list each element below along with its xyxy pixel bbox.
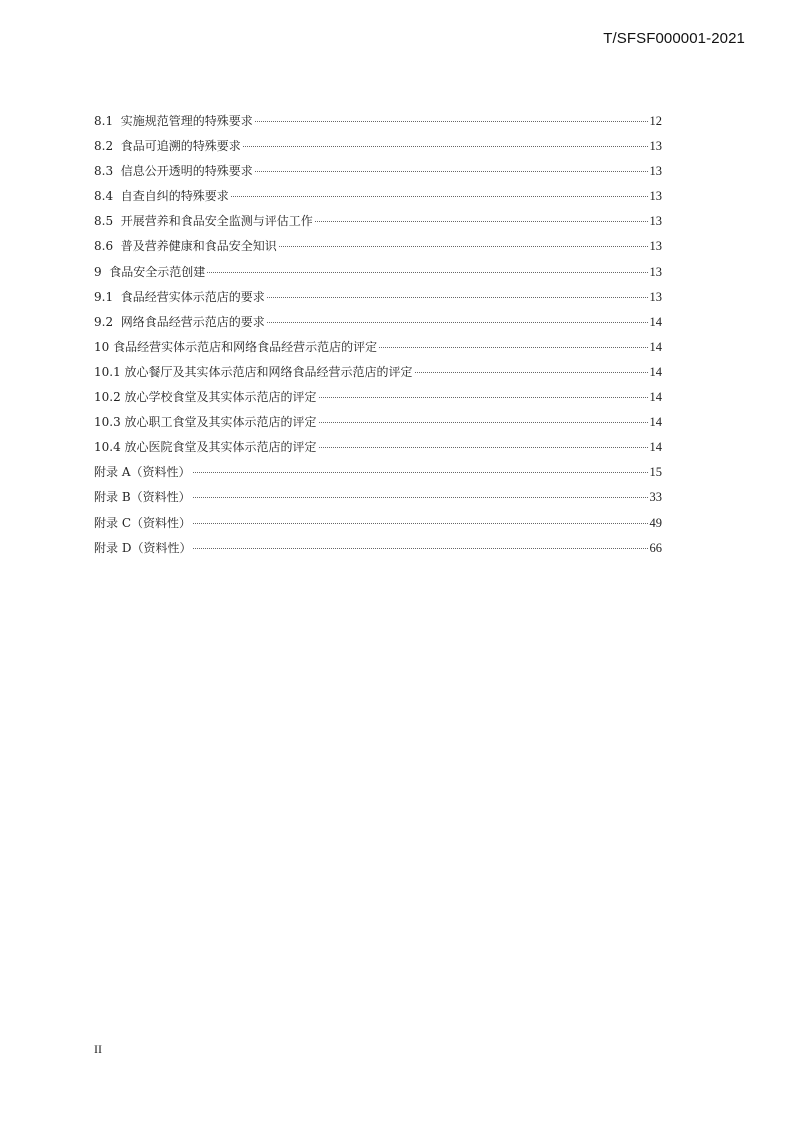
- toc-entry-title: B（资料性）: [121, 490, 191, 505]
- toc-entry[interactable]: [94, 438, 662, 463]
- toc-dot-leader: [267, 322, 648, 323]
- toc-entry[interactable]: [94, 187, 662, 212]
- toc-entry-title: 食品经营实体示范店和网络食品经营示范店的评定: [113, 339, 378, 354]
- toc-dot-leader: [255, 121, 648, 122]
- toc-entry-number: 10.3: [94, 415, 125, 430]
- toc-entry[interactable]: [94, 363, 662, 388]
- toc-entry-page: 13: [649, 264, 662, 279]
- toc-entry-title: 放心职工食堂及其实体示范店的评定: [124, 415, 317, 430]
- toc-entry-number: 10.1: [94, 364, 125, 379]
- toc-dot-leader: [379, 347, 647, 348]
- toc-entry-title: 放心学校食堂及其实体示范店的评定: [124, 390, 317, 405]
- toc-entry-page: 15: [649, 465, 662, 480]
- toc-dot-leader: [319, 397, 648, 398]
- toc-entry-title: 食品可追溯的特殊要求: [120, 139, 241, 154]
- toc-entry[interactable]: [94, 137, 662, 162]
- toc-entry-page: 14: [649, 364, 662, 379]
- toc-entry[interactable]: [94, 388, 662, 413]
- toc-entry-number: 8.6: [94, 239, 121, 254]
- toc-entry-title: D（资料性）: [121, 540, 192, 555]
- toc-entry-number: 8.4: [94, 189, 121, 204]
- toc-entry-page: 14: [649, 440, 662, 455]
- toc-entry-page: 14: [649, 415, 662, 430]
- toc-entry[interactable]: [94, 413, 662, 438]
- toc-entry-title: 普及营养健康和食品安全知识: [120, 239, 277, 254]
- toc-entry[interactable]: [94, 162, 662, 187]
- toc-entry[interactable]: [94, 463, 662, 488]
- toc-dot-leader: [193, 472, 648, 473]
- toc-entry[interactable]: [94, 313, 662, 338]
- toc-entry-title: 放心医院食堂及其实体示范店的评定: [124, 440, 317, 455]
- toc-entry-number: 附录: [94, 465, 122, 480]
- toc-dot-leader: [193, 497, 648, 498]
- toc-entry[interactable]: [94, 514, 662, 539]
- toc-entry-title: A（资料性）: [121, 465, 191, 480]
- toc-entry-number: 8.1: [94, 114, 121, 128]
- toc-entry[interactable]: [94, 488, 662, 513]
- toc-entry-page: 13: [649, 189, 662, 204]
- toc-entry-number: 8.2: [94, 139, 121, 154]
- document-code: T/SFSF000001-2021: [603, 30, 745, 47]
- toc-entry-page: 33: [649, 490, 662, 505]
- toc-dot-leader: [415, 372, 648, 373]
- toc-entry[interactable]: [94, 112, 662, 137]
- toc-entry[interactable]: [94, 288, 662, 313]
- toc-entry-page: 14: [649, 339, 662, 354]
- toc-entry-number: 10: [94, 339, 114, 354]
- toc-entry-page: 14: [649, 390, 662, 405]
- toc-entry[interactable]: [94, 237, 662, 262]
- toc-entry-number: 附录: [94, 540, 122, 555]
- toc-entry-title: 实施规范管理的特殊要求: [120, 114, 253, 128]
- toc-entry-number: 10.4: [94, 440, 125, 455]
- toc-entry-page: 13: [649, 239, 662, 254]
- toc-entry-number: 附录: [94, 515, 122, 530]
- toc-entry-number: 9: [94, 264, 110, 279]
- toc-entry-page: 66: [649, 540, 662, 555]
- toc-entry-page: 13: [649, 289, 662, 304]
- toc-entry-number: 10.2: [94, 390, 125, 405]
- toc-dot-leader: [279, 246, 648, 247]
- toc-entry-number: 8.5: [94, 214, 121, 229]
- toc-entry-title: 自查自纠的特殊要求: [120, 189, 229, 204]
- toc-entry-title: 食品经营实体示范店的要求: [120, 289, 265, 304]
- toc-dot-leader: [319, 447, 648, 448]
- toc-entry-title: 开展营养和食品安全监测与评估工作: [120, 214, 313, 229]
- toc-entry-page: 12: [649, 114, 662, 128]
- toc-entry-title: 食品安全示范创建: [109, 264, 206, 279]
- toc-entry-number: 附录: [94, 490, 122, 505]
- toc-entry-number: 9.1: [94, 289, 121, 304]
- toc-entry-page: 49: [649, 515, 662, 530]
- toc-dot-leader: [255, 171, 648, 172]
- toc-entry[interactable]: [94, 263, 662, 288]
- toc-entry-title: 信息公开透明的特殊要求: [120, 164, 253, 179]
- toc-dot-leader: [319, 422, 648, 423]
- toc-entry-title: 放心餐厅及其实体示范店和网络食品经营示范店的评定: [124, 364, 413, 379]
- toc-entry-page: 13: [649, 214, 662, 229]
- toc-dot-leader: [243, 146, 648, 147]
- toc-entry[interactable]: [94, 338, 662, 363]
- toc-dot-leader: [231, 196, 648, 197]
- toc-entry[interactable]: [94, 539, 662, 564]
- toc-entry-number: 8.3: [94, 164, 121, 179]
- toc-dot-leader: [193, 548, 647, 549]
- toc-entry-title: C（资料性）: [121, 515, 192, 530]
- toc-entry-title: 网络食品经营示范店的要求: [120, 314, 265, 329]
- toc-dot-leader: [315, 221, 648, 222]
- toc-entry-page: 13: [649, 139, 662, 154]
- toc-dot-leader: [267, 297, 648, 298]
- toc-dot-leader: [207, 272, 647, 273]
- toc-entry-number: 9.2: [94, 314, 121, 329]
- table-of-contents: [94, 112, 662, 564]
- toc-entry-page: 14: [649, 314, 662, 329]
- toc-entry-page: 13: [649, 164, 662, 179]
- toc-dot-leader: [193, 523, 647, 524]
- toc-entry[interactable]: [94, 212, 662, 237]
- page-number: II: [94, 1042, 102, 1056]
